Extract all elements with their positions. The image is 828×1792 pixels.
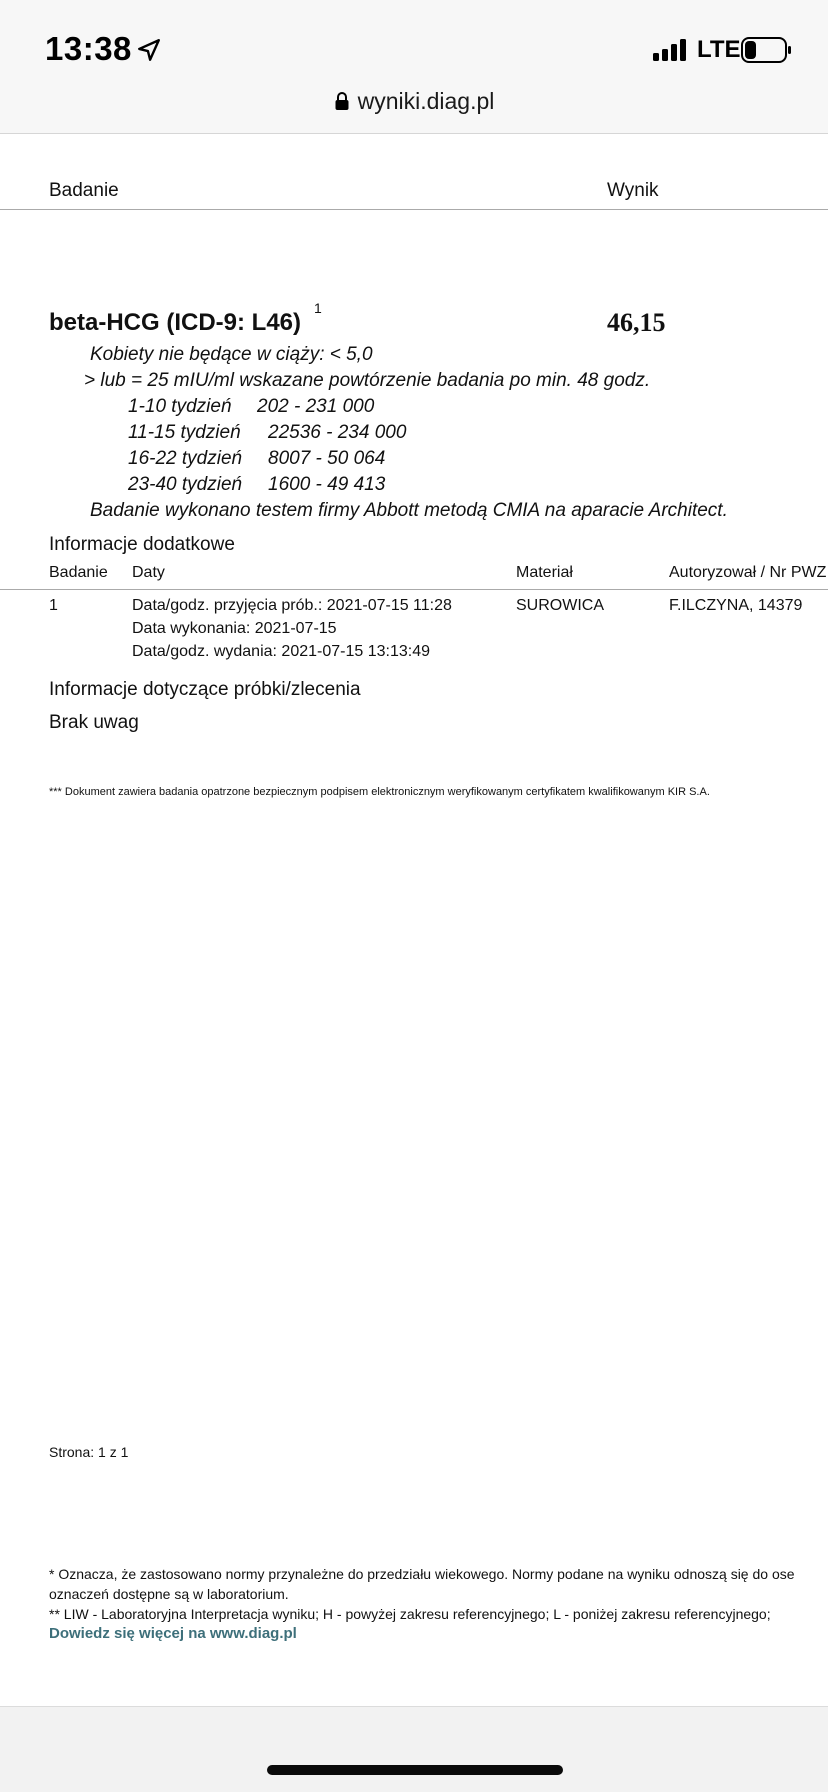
additional-info-header xyxy=(0,564,828,590)
reference-week-range: 1600 - 49 413 xyxy=(268,474,386,495)
reference-repeat-note: > lub = 25 mIU/ml wskazane powtórzenie badania po min. 48 godz. xyxy=(84,370,651,391)
test-result-value: 46,15 xyxy=(607,308,666,337)
col-test: Badanie xyxy=(49,564,108,581)
sample-info-note: Brak uwag xyxy=(49,712,139,733)
col-authorized: Autoryzował / Nr PWZ xyxy=(669,564,827,581)
status-time: 13:38 xyxy=(45,30,132,67)
location-arrow-icon xyxy=(136,37,162,63)
results-header xyxy=(0,180,828,210)
footer-age-norms: * Oznacza, że zastosowano normy przynależne do przedziału wiekowego. Normy podane na wyniku odnoszą się do ose xyxy=(49,1566,795,1582)
row-test-id: 1 xyxy=(49,597,58,614)
lock-icon xyxy=(334,91,350,111)
battery-icon xyxy=(741,37,793,63)
row-material: SUROWICA xyxy=(516,597,604,614)
signature-note: *** Dokument zawiera badania opatrzone bezpiecznym podpisem elektronicznym weryfikowanym certyfikatem kwalifikowanym KIR S.A. xyxy=(49,786,710,798)
network-type: LTE xyxy=(697,36,741,63)
test-footnote-marker: 1 xyxy=(314,300,322,316)
reference-week-range: 8007 - 50 064 xyxy=(268,448,386,469)
learn-more-link[interactable]: Dowiedz się więcej na www.diag.pl xyxy=(49,1625,297,1642)
address-bar[interactable] xyxy=(0,88,828,118)
bottom-toolbar xyxy=(0,1706,828,1792)
reference-week-range: 202 - 231 000 xyxy=(257,396,375,417)
row-authorized: F.ILCZYNA, 14379 xyxy=(669,597,803,614)
footer-lab-info: oznaczeń dostępne są w laboratorium. xyxy=(49,1586,289,1602)
browser-chrome xyxy=(0,0,828,134)
reference-week-label: 11-15 tydzień xyxy=(128,422,241,443)
test-name: beta-HCG (ICD-9: L46) xyxy=(49,309,302,336)
cellular-signal-icon xyxy=(653,38,687,62)
row-issued-date: Data/godz. wydania: 2021-07-15 13:13:49 xyxy=(132,643,430,660)
row-received-date: Data/godz. przyjęcia prób.: 2021-07-15 11:28 xyxy=(132,597,452,614)
footer-liw-legend: ** LIW - Laboratoryjna Interpretacja wyniku; H - powyżej zakresu referencyjnego; L - poniżej zakresu referencyjnego; xyxy=(49,1606,771,1622)
url-text: wyniki.diag.pl xyxy=(357,88,495,114)
header-result: Wynik xyxy=(607,180,659,201)
reference-week-label: 1-10 tydzień xyxy=(128,396,232,417)
col-dates: Daty xyxy=(132,564,165,581)
header-test: Badanie xyxy=(49,180,119,201)
additional-info-title: Informacje dodatkowe xyxy=(49,534,235,555)
sample-info-title: Informacje dotyczące próbki/zlecenia xyxy=(49,679,361,700)
page-number: Strona: 1 z 1 xyxy=(49,1444,129,1460)
row-performed-date: Data wykonania: 2021-07-15 xyxy=(132,620,337,637)
reference-week-label: 23-40 tydzień xyxy=(128,474,243,495)
reference-nonpregnant: Kobiety nie będące w ciąży: < 5,0 xyxy=(90,344,373,365)
reference-method: Badanie wykonano testem firmy Abbott metodą CMIA na aparacie Architect. xyxy=(90,500,728,521)
col-material: Materiał xyxy=(516,564,573,581)
reference-week-range: 22536 - 234 000 xyxy=(268,422,407,443)
home-indicator[interactable] xyxy=(267,1765,563,1775)
reference-week-label: 16-22 tydzień xyxy=(128,448,243,469)
